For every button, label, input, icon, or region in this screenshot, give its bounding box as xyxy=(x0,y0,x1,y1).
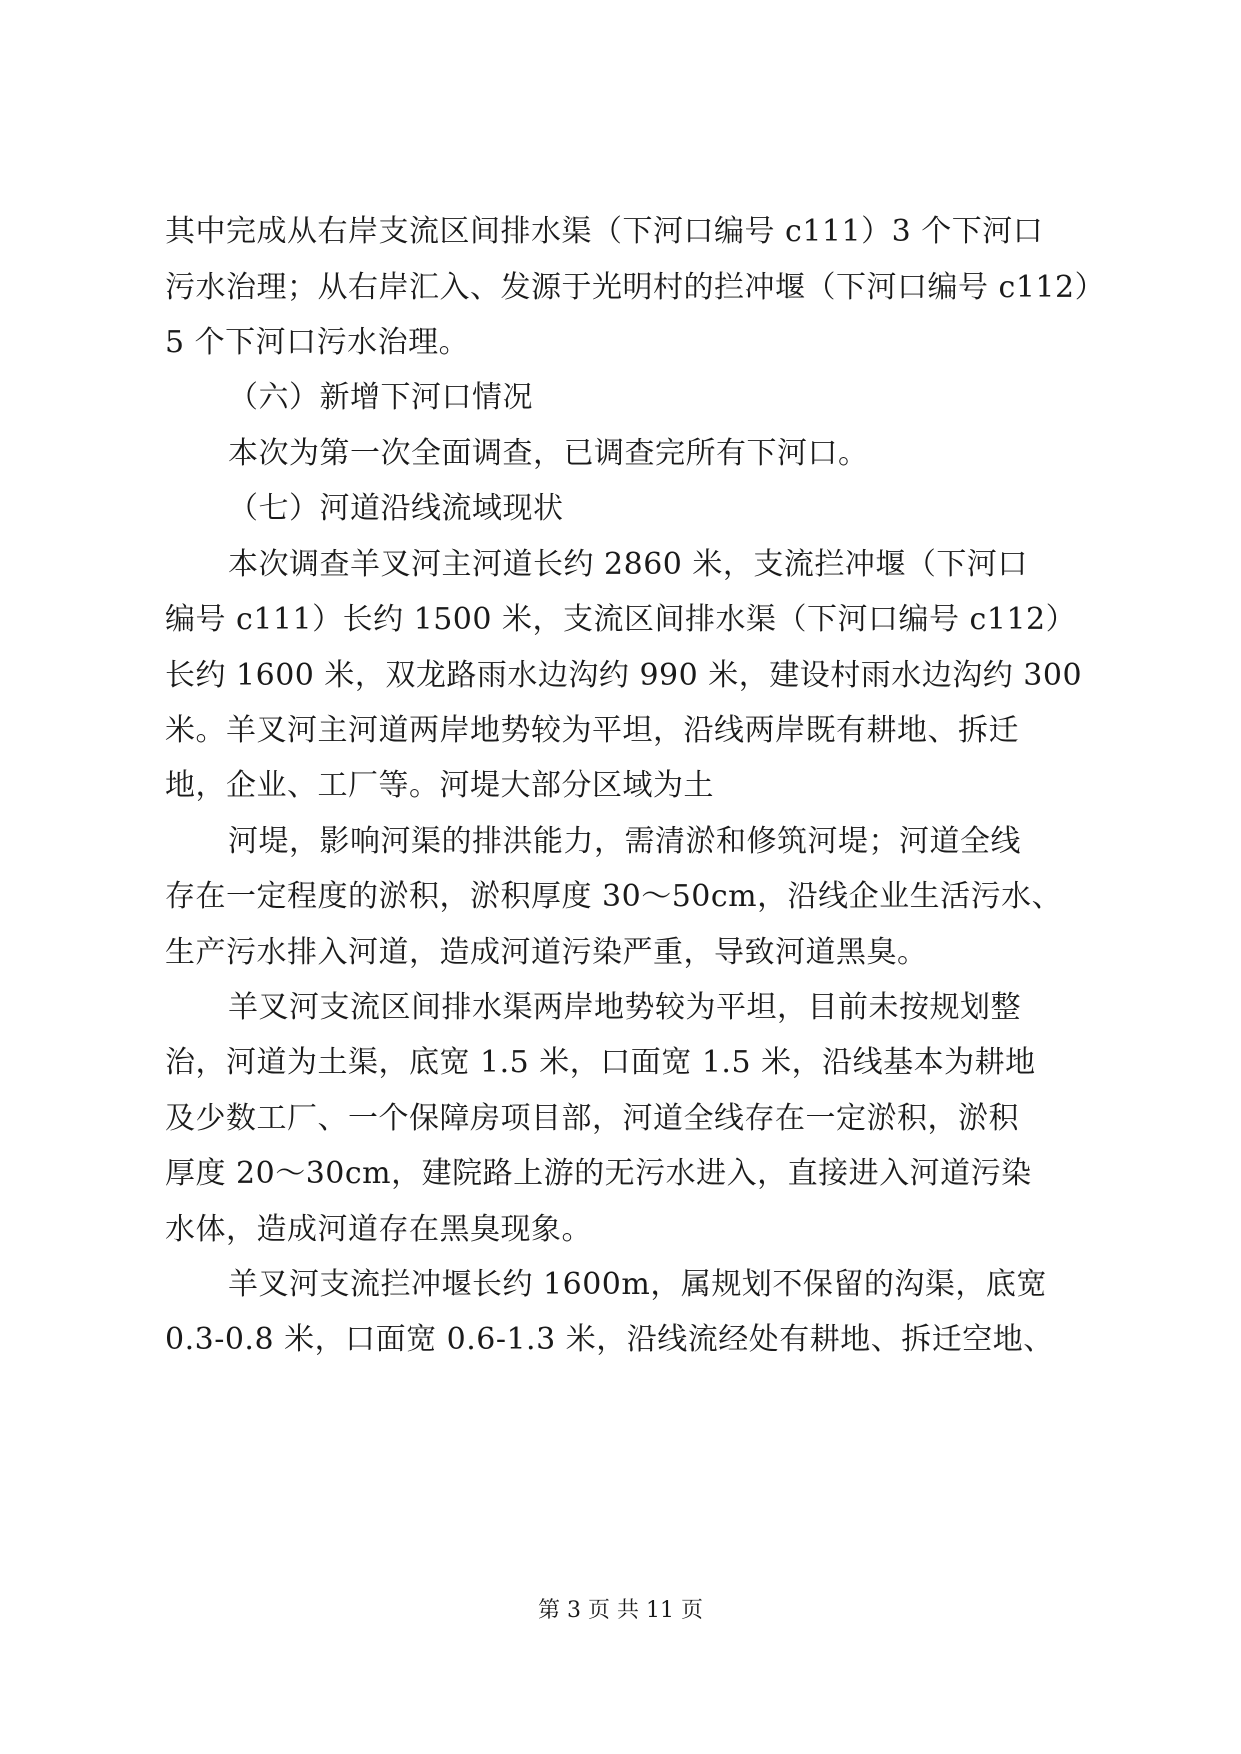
text-line: 地，企业、工厂等。河堤大部分区域为土 xyxy=(165,768,714,803)
text-line: 及少数工厂、一个保障房项目部，河道全线存在一定淤积，淤积 xyxy=(165,1101,1019,1136)
text-line: 存在一定程度的淤积，淤积厚度 30～50cm，沿线企业生活污水、 xyxy=(165,879,1063,914)
text-line: 水体，造成河道存在黑臭现象。 xyxy=(165,1212,592,1247)
text-line: 编号 c111）长约 1500 米，支流区间排水渠（下河口编号 c112） xyxy=(165,602,1077,637)
text-line: 厚度 20～30cm，建院路上游的无污水进入，直接进入河道污染 xyxy=(165,1156,1032,1191)
text-line: 米。羊叉河主河道两岸地势较为平坦，沿线两岸既有耕地、拆迁 xyxy=(165,713,1019,748)
page-number-footer: 第 3 页 共 11 页 xyxy=(538,1598,703,1623)
section-heading: （七）河道沿线流域现状 xyxy=(228,491,564,526)
text-line: 其中完成从右岸支流区间排水渠（下河口编号 c111）3 个下河口 xyxy=(165,214,1044,249)
text-line: 羊叉河支流区间排水渠两岸地势较为平坦，目前未按规划整 xyxy=(228,990,1021,1025)
text-line: 河堤，影响河渠的排洪能力，需清淤和修筑河堤；河道全线 xyxy=(228,824,1021,859)
text-line: 本次调查羊叉河主河道长约 2860 米，支流拦冲堰（下河口 xyxy=(228,547,1028,582)
text-line: 本次为第一次全面调查，已调查完所有下河口。 xyxy=(228,436,869,471)
text-line: 污水治理；从右岸汇入、发源于光明村的拦冲堰（下河口编号 c112） xyxy=(165,270,1106,305)
text-line: 0.3-0.8 米，口面宽 0.6-1.3 米，沿线流经处有耕地、拆迁空地、 xyxy=(165,1322,1054,1357)
text-line: 治，河道为土渠，底宽 1.5 米，口面宽 1.5 米，沿线基本为耕地 xyxy=(165,1045,1036,1080)
text-line: 长约 1600 米，双龙路雨水边沟约 990 米，建设村雨水边沟约 300 xyxy=(165,658,1083,693)
section-heading: （六）新增下河口情况 xyxy=(228,380,533,415)
text-line: 生产污水排入河道，造成河道污染严重，导致河道黑臭。 xyxy=(165,935,928,970)
text-line: 羊叉河支流拦冲堰长约 1600m，属规划不保留的沟渠，底宽 xyxy=(228,1267,1047,1302)
text-line: 5 个下河口污水治理。 xyxy=(165,325,470,360)
